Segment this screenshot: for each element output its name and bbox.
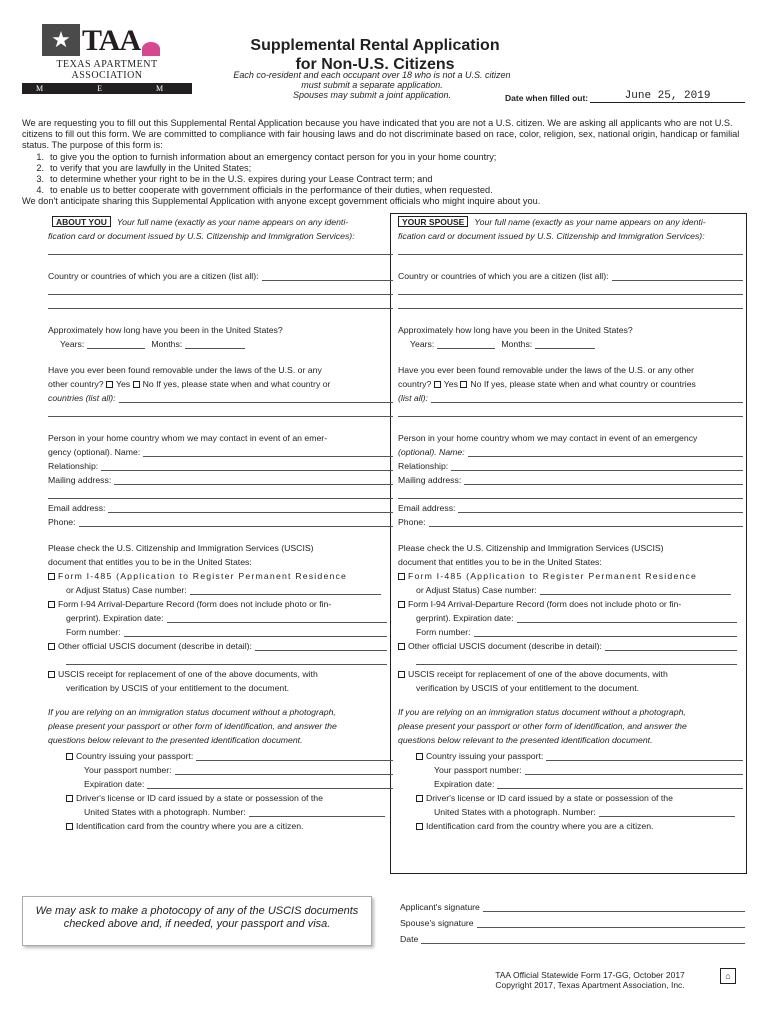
removable-yes-checkbox[interactable] <box>106 381 113 388</box>
contact-name-label: gency (optional). Name: <box>48 447 141 457</box>
purpose-num: 2. <box>36 162 44 173</box>
full-name-field[interactable] <box>48 241 393 255</box>
passport-expiration-label: Expiration date: <box>84 779 145 789</box>
removable-question-2: other country? <box>48 379 104 389</box>
i94-checkbox[interactable] <box>398 601 405 608</box>
removable-countries-field[interactable] <box>119 402 393 403</box>
citizenship-field[interactable] <box>612 280 743 281</box>
mailing-address-label: Mailing address: <box>48 475 112 485</box>
removable-no-checkbox[interactable] <box>460 381 467 388</box>
full-name-label-2: fication card or document issued by U.S. Citizenship and Immigration Services): <box>398 231 705 241</box>
license-number-field[interactable] <box>599 816 735 817</box>
photocopy-line-1: We may ask to make a photocopy of any of the USCIS documents <box>35 905 359 917</box>
purpose-num: 3. <box>36 174 44 185</box>
mailing-address-label: Mailing address: <box>398 475 462 485</box>
uscis-receipt-checkbox[interactable] <box>48 671 55 678</box>
purpose-item <box>22 174 750 185</box>
photocopy-notice <box>22 896 372 946</box>
purpose-item <box>22 152 750 163</box>
passport-note <box>48 705 393 747</box>
removable-countries-field-2[interactable] <box>48 403 393 417</box>
removable-countries-label: (list all): <box>398 393 428 403</box>
i94-expiration-field[interactable] <box>517 622 737 623</box>
page-title <box>230 36 520 74</box>
subtitle-line-2: must submit a separate application. <box>301 80 443 90</box>
removable-countries-label: countries (list all): <box>48 393 116 403</box>
purpose-num: 4. <box>36 185 44 196</box>
spouse-signature-label: Spouse's signature <box>400 918 474 928</box>
uscis-receipt-label-2: verification by USCIS of your entitlement to the document. <box>416 683 640 693</box>
other-doc-checkbox[interactable] <box>398 643 405 650</box>
yes-label: Yes <box>115 379 131 389</box>
id-card-label: Identification card from the country where you are a citizen. <box>76 821 304 831</box>
form-number-label: Form number: <box>416 627 471 637</box>
drivers-license-label: Driver's license or ID card issued by a state or possession of the <box>426 793 673 803</box>
case-number-field[interactable] <box>190 594 381 595</box>
passport-expiration-field[interactable] <box>497 788 743 789</box>
email-field[interactable] <box>458 512 743 513</box>
equal-housing-icon: ⌂ <box>720 968 736 984</box>
emergency-contact-label: Person in your home country whom we may contact in event of an emergency <box>398 433 698 443</box>
drivers-license-checkbox[interactable] <box>416 795 423 802</box>
license-number-field[interactable] <box>249 816 385 817</box>
citizenship-field-3[interactable] <box>398 295 743 309</box>
removable-no-checkbox[interactable] <box>133 381 140 388</box>
uscis-label-2: document that entitles you to be in the United States: <box>48 557 252 567</box>
email-label: Email address: <box>48 503 106 513</box>
i94-label: Form I-94 Arrival-Departure Record (form does not include photo or fin- <box>408 599 682 609</box>
passport-note-1: If you are relying on an immigration status document without a photograph, <box>398 707 686 717</box>
passport-expiration-field[interactable] <box>147 788 393 789</box>
removable-detail-label: If yes, please state when and what country or <box>156 379 331 389</box>
passport-note-1: If you are relying on an immigration status document without a photograph, <box>48 707 336 717</box>
duration-label: Approximately how long have you been in the United States? <box>398 325 633 335</box>
passport-country-field[interactable] <box>196 760 393 761</box>
years-field[interactable] <box>87 348 145 349</box>
passport-country-label: Country issuing your passport: <box>426 751 544 761</box>
other-doc-field[interactable] <box>255 650 387 651</box>
i485-label: Form I-485 (Application to Register Permanent Residence <box>408 571 698 581</box>
removable-yes-checkbox[interactable] <box>434 381 441 388</box>
months-label: Months: <box>151 339 183 349</box>
years-label: Years: <box>410 339 435 349</box>
citizenship-label: Country or countries of which you are a citizen (list all): <box>398 271 609 281</box>
no-label: No <box>142 379 154 389</box>
photocopy-line-2: checked above and, if needed, your passport and visa. <box>63 918 331 930</box>
i485-checkbox[interactable] <box>48 573 55 580</box>
id-card-checkbox[interactable] <box>416 823 423 830</box>
relationship-label: Relationship: <box>398 461 449 471</box>
signature-date-label: Date <box>400 934 419 944</box>
citizenship-field-2[interactable] <box>48 281 393 295</box>
years-label: Years: <box>60 339 85 349</box>
email-field[interactable] <box>108 512 393 513</box>
subtitle <box>222 70 522 100</box>
intro-paragraph: We are requesting you to fill out this Supplemental Rental Application because you have indicated that you are not a U.S. citizen. We are asking all applicants who are not U.S. citizens to fill out this form. We are committed to compliance with fair housing laws and do not discriminate based on race, color, religion, sex, national origin, handicap or familial status. The purpose of this form is: <box>22 118 740 151</box>
i94-expiration-field[interactable] <box>167 622 387 623</box>
months-field[interactable] <box>185 348 245 349</box>
form-number-field[interactable] <box>124 636 387 637</box>
phone-field[interactable] <box>79 526 393 527</box>
case-number-label: or Adjust Status) Case number: <box>416 585 537 595</box>
logo-association-name: TEXAS APARTMENT ASSOCIATION <box>56 59 158 81</box>
uscis-label: Please check the U.S. Citizenship and Immigration Services (USCIS) <box>398 543 664 553</box>
passport-country-field[interactable] <box>546 760 743 761</box>
about-you-tag: ABOUT YOU <box>52 216 111 227</box>
intro-sharing-note: We don't anticipate sharing this Supplemental Application with anyone except government officials who might inquire about you. <box>22 196 541 207</box>
removable-countries-field-2[interactable] <box>398 403 743 417</box>
contact-name-label: (optional). Name: <box>398 447 465 457</box>
uscis-receipt-label: USCIS receipt for replacement of one of the above documents, with <box>408 669 668 679</box>
passport-note-3: questions below relevant to the presented identification document. <box>398 735 653 745</box>
purpose-text: to give you the option to furnish information about an emergency contact person for you in your home country; <box>50 151 497 162</box>
other-doc-field[interactable] <box>605 650 737 651</box>
texas-star-icon: ★ <box>42 24 80 56</box>
mailing-address-field-2[interactable] <box>398 485 743 499</box>
taa-logo <box>22 22 192 102</box>
relationship-field[interactable] <box>101 470 393 471</box>
purpose-text: to enable us to better cooperate with government officials in the performance of their duties, when requested. <box>50 185 493 196</box>
passport-note <box>398 705 743 747</box>
spouse-signature-field[interactable] <box>477 927 745 928</box>
full-name-label: Your full name (exactly as your name appears on any identi- <box>116 217 349 227</box>
purpose-text: to determine whether your right to be in the U.S. expires during your Lease Contract term; and <box>50 174 433 185</box>
footer <box>470 970 710 990</box>
purpose-item <box>22 163 750 174</box>
case-number-field[interactable] <box>540 594 731 595</box>
passport-number-field[interactable] <box>525 774 743 775</box>
contact-name-field[interactable] <box>468 456 743 457</box>
passport-note-2: please present your passport or other form of identification, and answer the <box>48 721 337 731</box>
subtitle-line-1: Each co-resident and each occupant over 18 who is not a U.S. citizen <box>233 70 511 80</box>
footer-copyright: Copyright 2017, Texas Apartment Association, Inc. <box>495 980 685 990</box>
id-card-checkbox[interactable] <box>66 823 73 830</box>
id-card-label: Identification card from the country where you are a citizen. <box>426 821 654 831</box>
form-number-field[interactable] <box>474 636 737 637</box>
mailing-address-field[interactable] <box>114 484 393 485</box>
logo-flourish-icon <box>142 42 160 56</box>
mailing-address-field[interactable] <box>464 484 743 485</box>
uscis-label: Please check the U.S. Citizenship and Immigration Services (USCIS) <box>48 543 314 553</box>
full-name-label: Your full name (exactly as your name appears on any identi- <box>474 217 706 227</box>
uscis-receipt-checkbox[interactable] <box>398 671 405 678</box>
purpose-text: to verify that you are lawfully in the United States; <box>50 162 252 173</box>
form-number-label: Form number: <box>66 627 121 637</box>
other-doc-label: Other official USCIS document (describe in detail): <box>408 641 602 651</box>
i94-expiration-label: gerprint). Expiration date: <box>416 613 514 623</box>
full-name-field[interactable] <box>398 241 743 255</box>
citizenship-field-2[interactable] <box>398 281 743 295</box>
contact-name-field[interactable] <box>143 456 393 457</box>
purpose-num: 1. <box>36 151 44 162</box>
uscis-receipt-label-2: verification by USCIS of your entitlement to the document. <box>66 683 290 693</box>
your-spouse-column <box>398 213 743 873</box>
passport-expiration-label: Expiration date: <box>434 779 495 789</box>
intro-section <box>22 118 750 208</box>
phone-field[interactable] <box>429 526 743 527</box>
i94-expiration-label: gerprint). Expiration date: <box>66 613 164 623</box>
footer-form-id: TAA Official Statewide Form 17-GG, October 2017 <box>495 970 685 980</box>
signature-section <box>400 896 745 944</box>
passport-country-label: Country issuing your passport: <box>76 751 194 761</box>
phone-label: Phone: <box>48 517 76 527</box>
emergency-contact-label: Person in your home country whom we may contact in event of an emer- <box>48 433 328 443</box>
duration-label: Approximately how long have you been in the United States? <box>48 325 283 335</box>
email-label: Email address: <box>398 503 456 513</box>
passport-country-checkbox[interactable] <box>416 753 423 760</box>
title-line-2: for Non-U.S. Citizens <box>295 56 455 73</box>
subtitle-line-3: Spouses may submit a joint application. <box>292 90 452 100</box>
removable-countries-field[interactable] <box>431 402 743 403</box>
i94-checkbox[interactable] <box>48 601 55 608</box>
removable-question: Have you ever been found removable under the laws of the U.S. or any <box>48 365 322 375</box>
uscis-receipt-label: USCIS receipt for replacement of one of the above documents, with <box>58 669 318 679</box>
removable-detail-label: If yes, please state when and what country or countries <box>483 379 696 389</box>
purpose-item <box>22 185 750 196</box>
other-doc-checkbox[interactable] <box>48 643 55 650</box>
passport-note-3: questions below relevant to the presented identification document. <box>48 735 303 745</box>
i485-checkbox[interactable] <box>398 573 405 580</box>
applicant-signature-field[interactable] <box>483 911 745 912</box>
passport-number-label: Your passport number: <box>434 765 522 775</box>
about-you-column <box>48 213 393 873</box>
passport-country-checkbox[interactable] <box>66 753 73 760</box>
citizenship-field-3[interactable] <box>48 295 393 309</box>
phone-label: Phone: <box>398 517 426 527</box>
other-doc-label: Other official USCIS document (describe in detail): <box>58 641 252 651</box>
relationship-label: Relationship: <box>48 461 99 471</box>
date-filled-row <box>505 90 745 103</box>
date-filled-field[interactable]: June 25, 2019 <box>590 90 745 103</box>
your-spouse-tag: YOUR SPOUSE <box>398 216 468 227</box>
full-name-label-2: fication card or document issued by U.S. Citizenship and Immigration Services): <box>48 231 355 241</box>
relationship-field[interactable] <box>451 470 743 471</box>
drivers-license-label: Driver's license or ID card issued by a state or possession of the <box>76 793 323 803</box>
removable-question: Have you ever been found removable under the laws of the U.S. or any other <box>398 365 695 375</box>
title-line-1: Supplemental Rental Application <box>250 37 500 54</box>
license-number-label: United States with a photograph. Number: <box>84 807 246 817</box>
signature-date-field[interactable] <box>421 943 745 944</box>
logo-member-bar: M E M B E R <box>22 83 192 94</box>
other-doc-field-2[interactable] <box>66 651 387 665</box>
no-label: No <box>470 379 482 389</box>
passport-number-field[interactable] <box>175 774 393 775</box>
months-field[interactable] <box>535 348 595 349</box>
logo-letters: TAA <box>82 24 141 57</box>
mailing-address-field-2[interactable] <box>48 485 393 499</box>
passport-number-label: Your passport number: <box>84 765 172 775</box>
years-field[interactable] <box>437 348 495 349</box>
removable-question-2: country? <box>398 379 432 389</box>
citizenship-field[interactable] <box>262 280 393 281</box>
i485-label: Form I-485 (Application to Register Permanent Residence <box>58 571 348 581</box>
applicant-signature-label: Applicant's signature <box>400 902 480 912</box>
case-number-label: or Adjust Status) Case number: <box>66 585 187 595</box>
uscis-label-2: document that entitles you to be in the United States: <box>398 557 602 567</box>
citizenship-label: Country or countries of which you are a citizen (list all): <box>48 271 259 281</box>
drivers-license-checkbox[interactable] <box>66 795 73 802</box>
other-doc-field-2[interactable] <box>416 651 737 665</box>
i94-label: Form I-94 Arrival-Departure Record (form does not include photo or fin- <box>58 599 332 609</box>
license-number-label: United States with a photograph. Number: <box>434 807 596 817</box>
taa-logo-graphic <box>42 22 192 56</box>
yes-label: Yes <box>443 379 458 389</box>
months-label: Months: <box>501 339 533 349</box>
date-filled-label: Date when filled out: <box>505 93 589 103</box>
passport-note-2: please present your passport or other form of identification, and answer the <box>398 721 687 731</box>
